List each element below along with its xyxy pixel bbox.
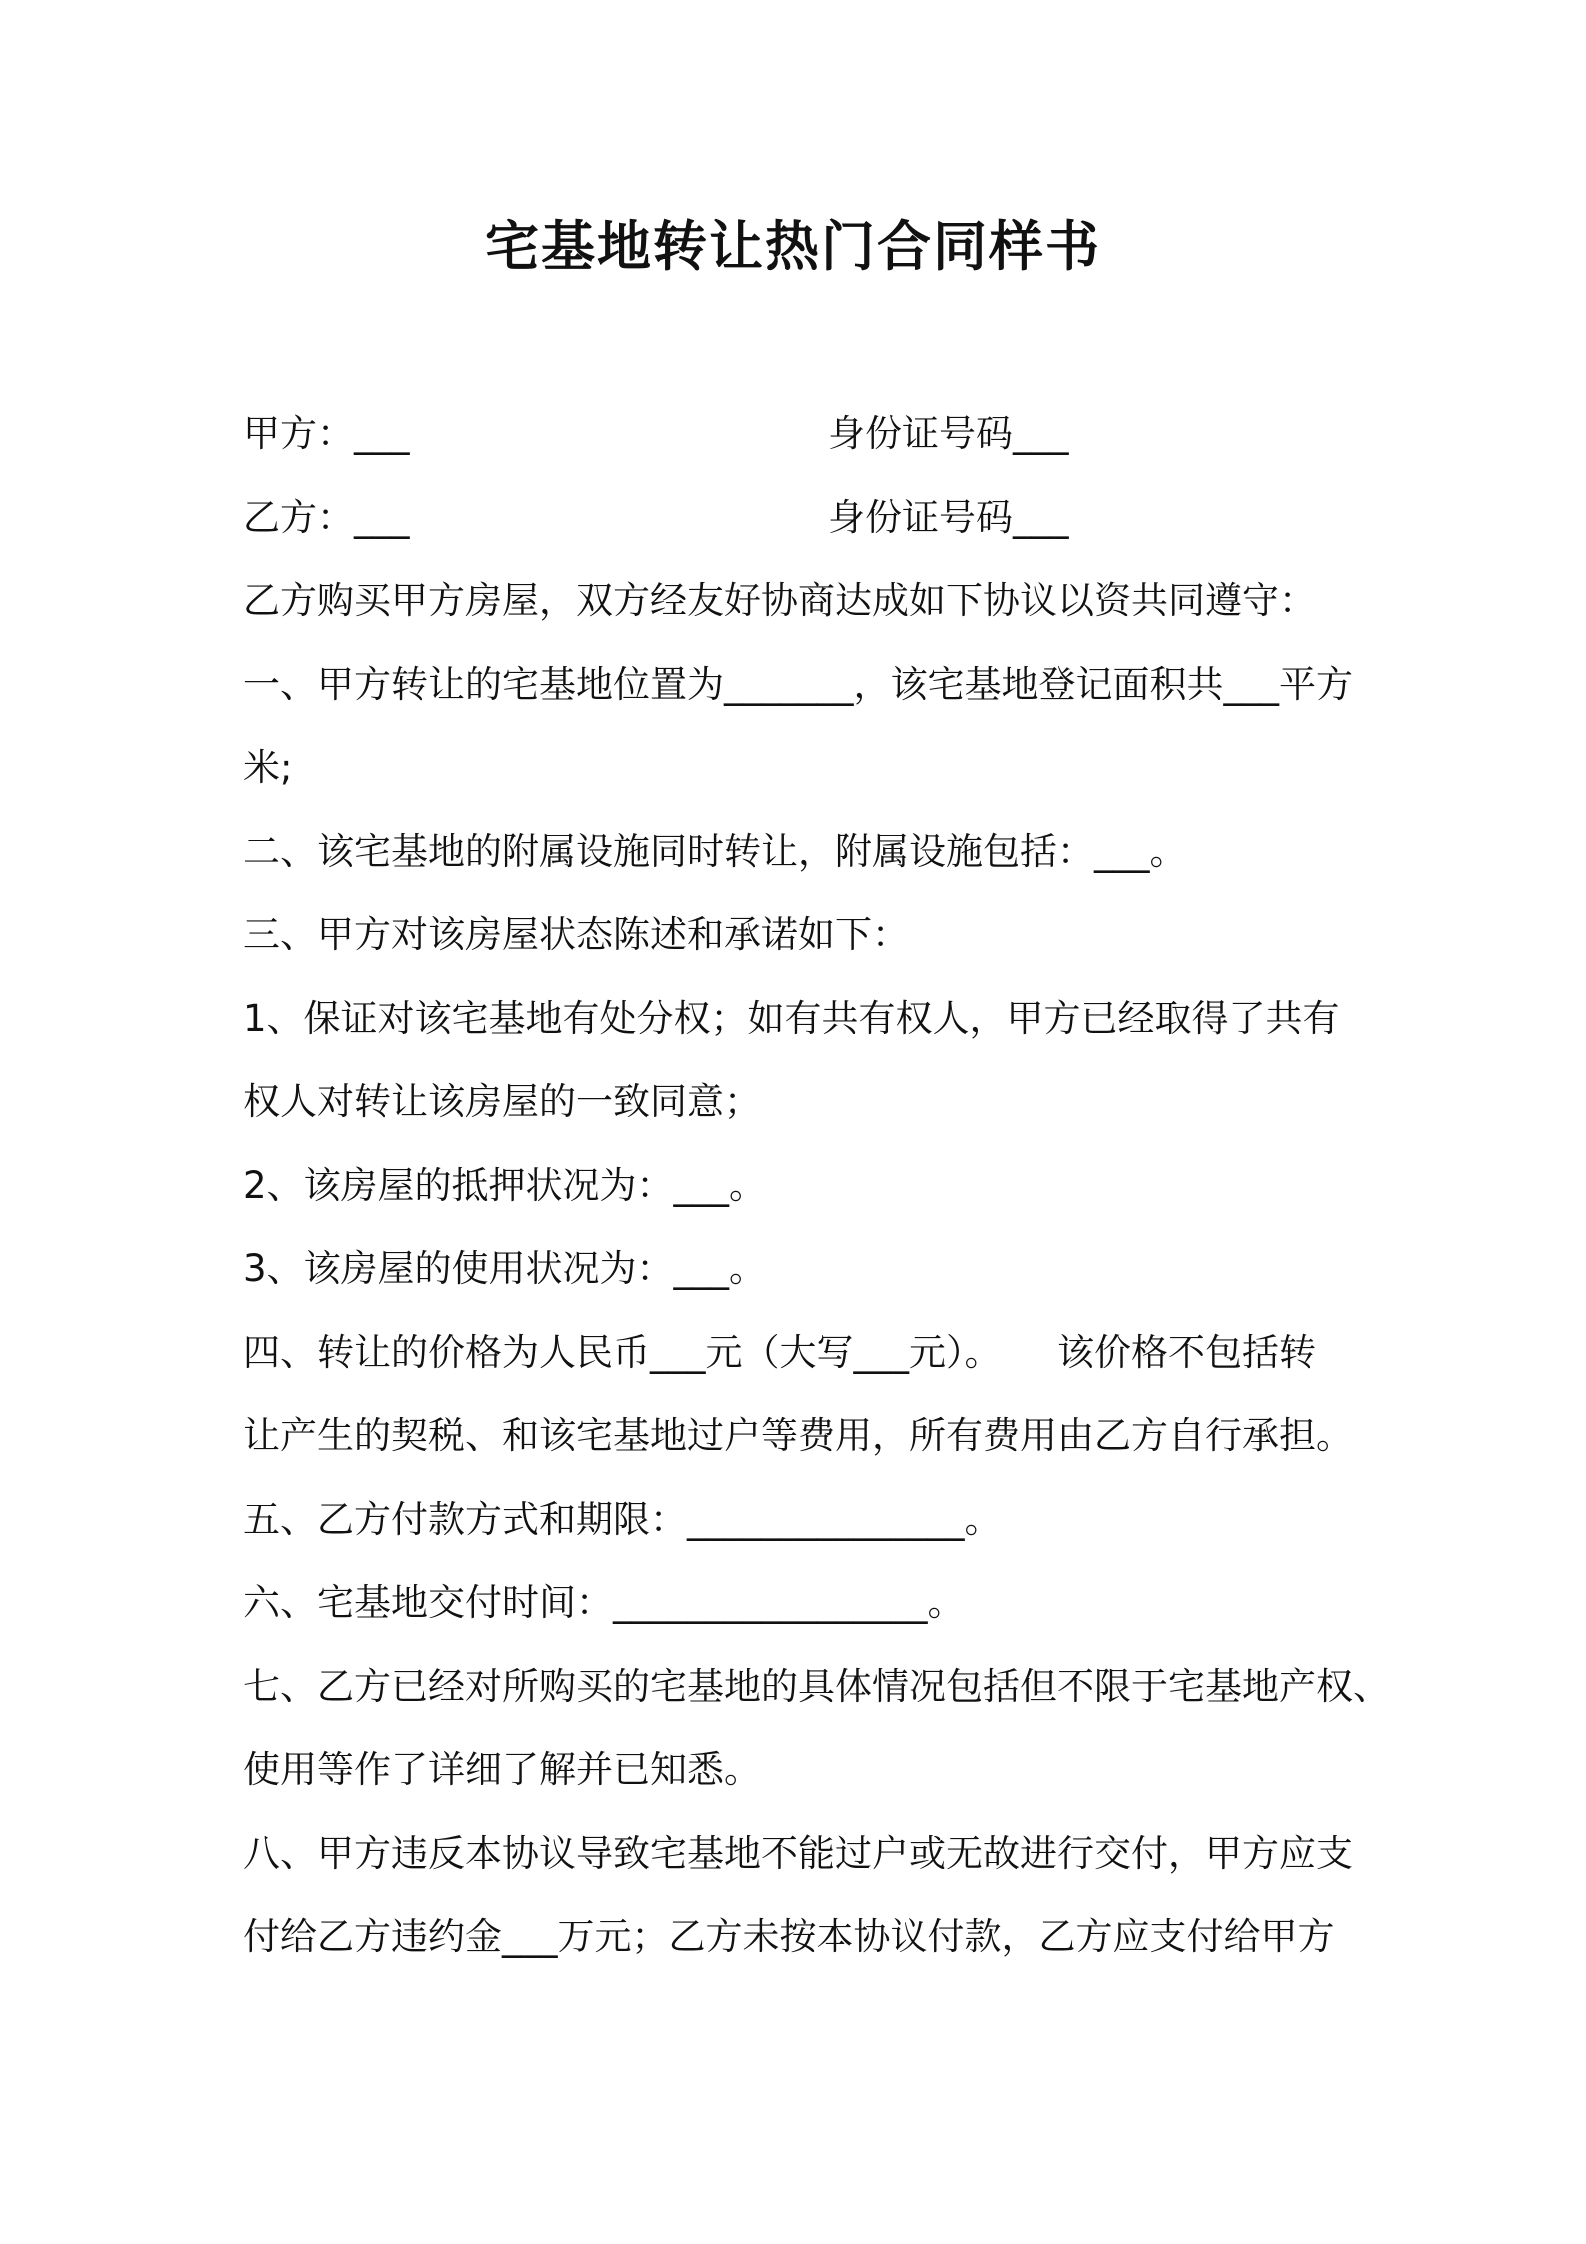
clause-3-heading: 三、甲方对该房屋状态陈述和承诺如下： (243, 913, 909, 956)
clause-1-line-1: 一、甲方转让的宅基地位置为_______，该宅基地登记面积共___平方 (243, 663, 1353, 706)
party-a-id: 身份证号码___ (828, 412, 1069, 455)
clause-5-line: 五、乙方付款方式和期限：_______________。 (243, 1498, 1002, 1541)
clause-6-line: 六、宅基地交付时间：_________________。 (243, 1581, 965, 1624)
party-a-label: 甲方：___ (243, 412, 410, 455)
clause-2-line: 二、该宅基地的附属设施同时转让，附属设施包括：___。 (243, 830, 1187, 873)
party-b-label: 乙方：___ (243, 496, 410, 539)
clause-8-line-2: 付给乙方违约金___万元；乙方未按本协议付款，乙方应支付给甲方 (243, 1915, 1335, 1958)
clause-3-item-2: 2、该房屋的抵押状况为：___。 (243, 1164, 767, 1207)
clause-7-line-2: 使用等作了详细了解并已知悉。 (243, 1748, 761, 1791)
clause-3-item-1-line-1: 1、保证对该宅基地有处分权；如有共有权人，甲方已经取得了共有 (243, 997, 1340, 1040)
clause-3-item-1-line-2: 权人对转让该房屋的一致同意； (243, 1080, 761, 1123)
document-title: 宅基地转让热门合同样书 (485, 215, 1101, 278)
clause-3-item-3: 3、该房屋的使用状况为：___。 (243, 1247, 767, 1290)
clause-4-line-1: 四、转让的价格为人民币___元（大写___元）。 该价格不包括转 (243, 1331, 1316, 1374)
clause-4-line-2: 让产生的契税、和该宅基地过户等费用，所有费用由乙方自行承担。 (243, 1414, 1353, 1457)
clause-8-line-1: 八、甲方违反本协议导致宅基地不能过户或无故进行交付，甲方应支 (243, 1832, 1353, 1875)
party-b-id: 身份证号码___ (828, 496, 1069, 539)
clause-7-line-1: 七、乙方已经对所购买的宅基地的具体情况包括但不限于宅基地产权、 (243, 1665, 1390, 1708)
clause-1-line-2: 米; (243, 746, 293, 789)
preamble-line: 乙方购买甲方房屋，双方经友好协商达成如下协议以资共同遵守： (243, 579, 1316, 622)
